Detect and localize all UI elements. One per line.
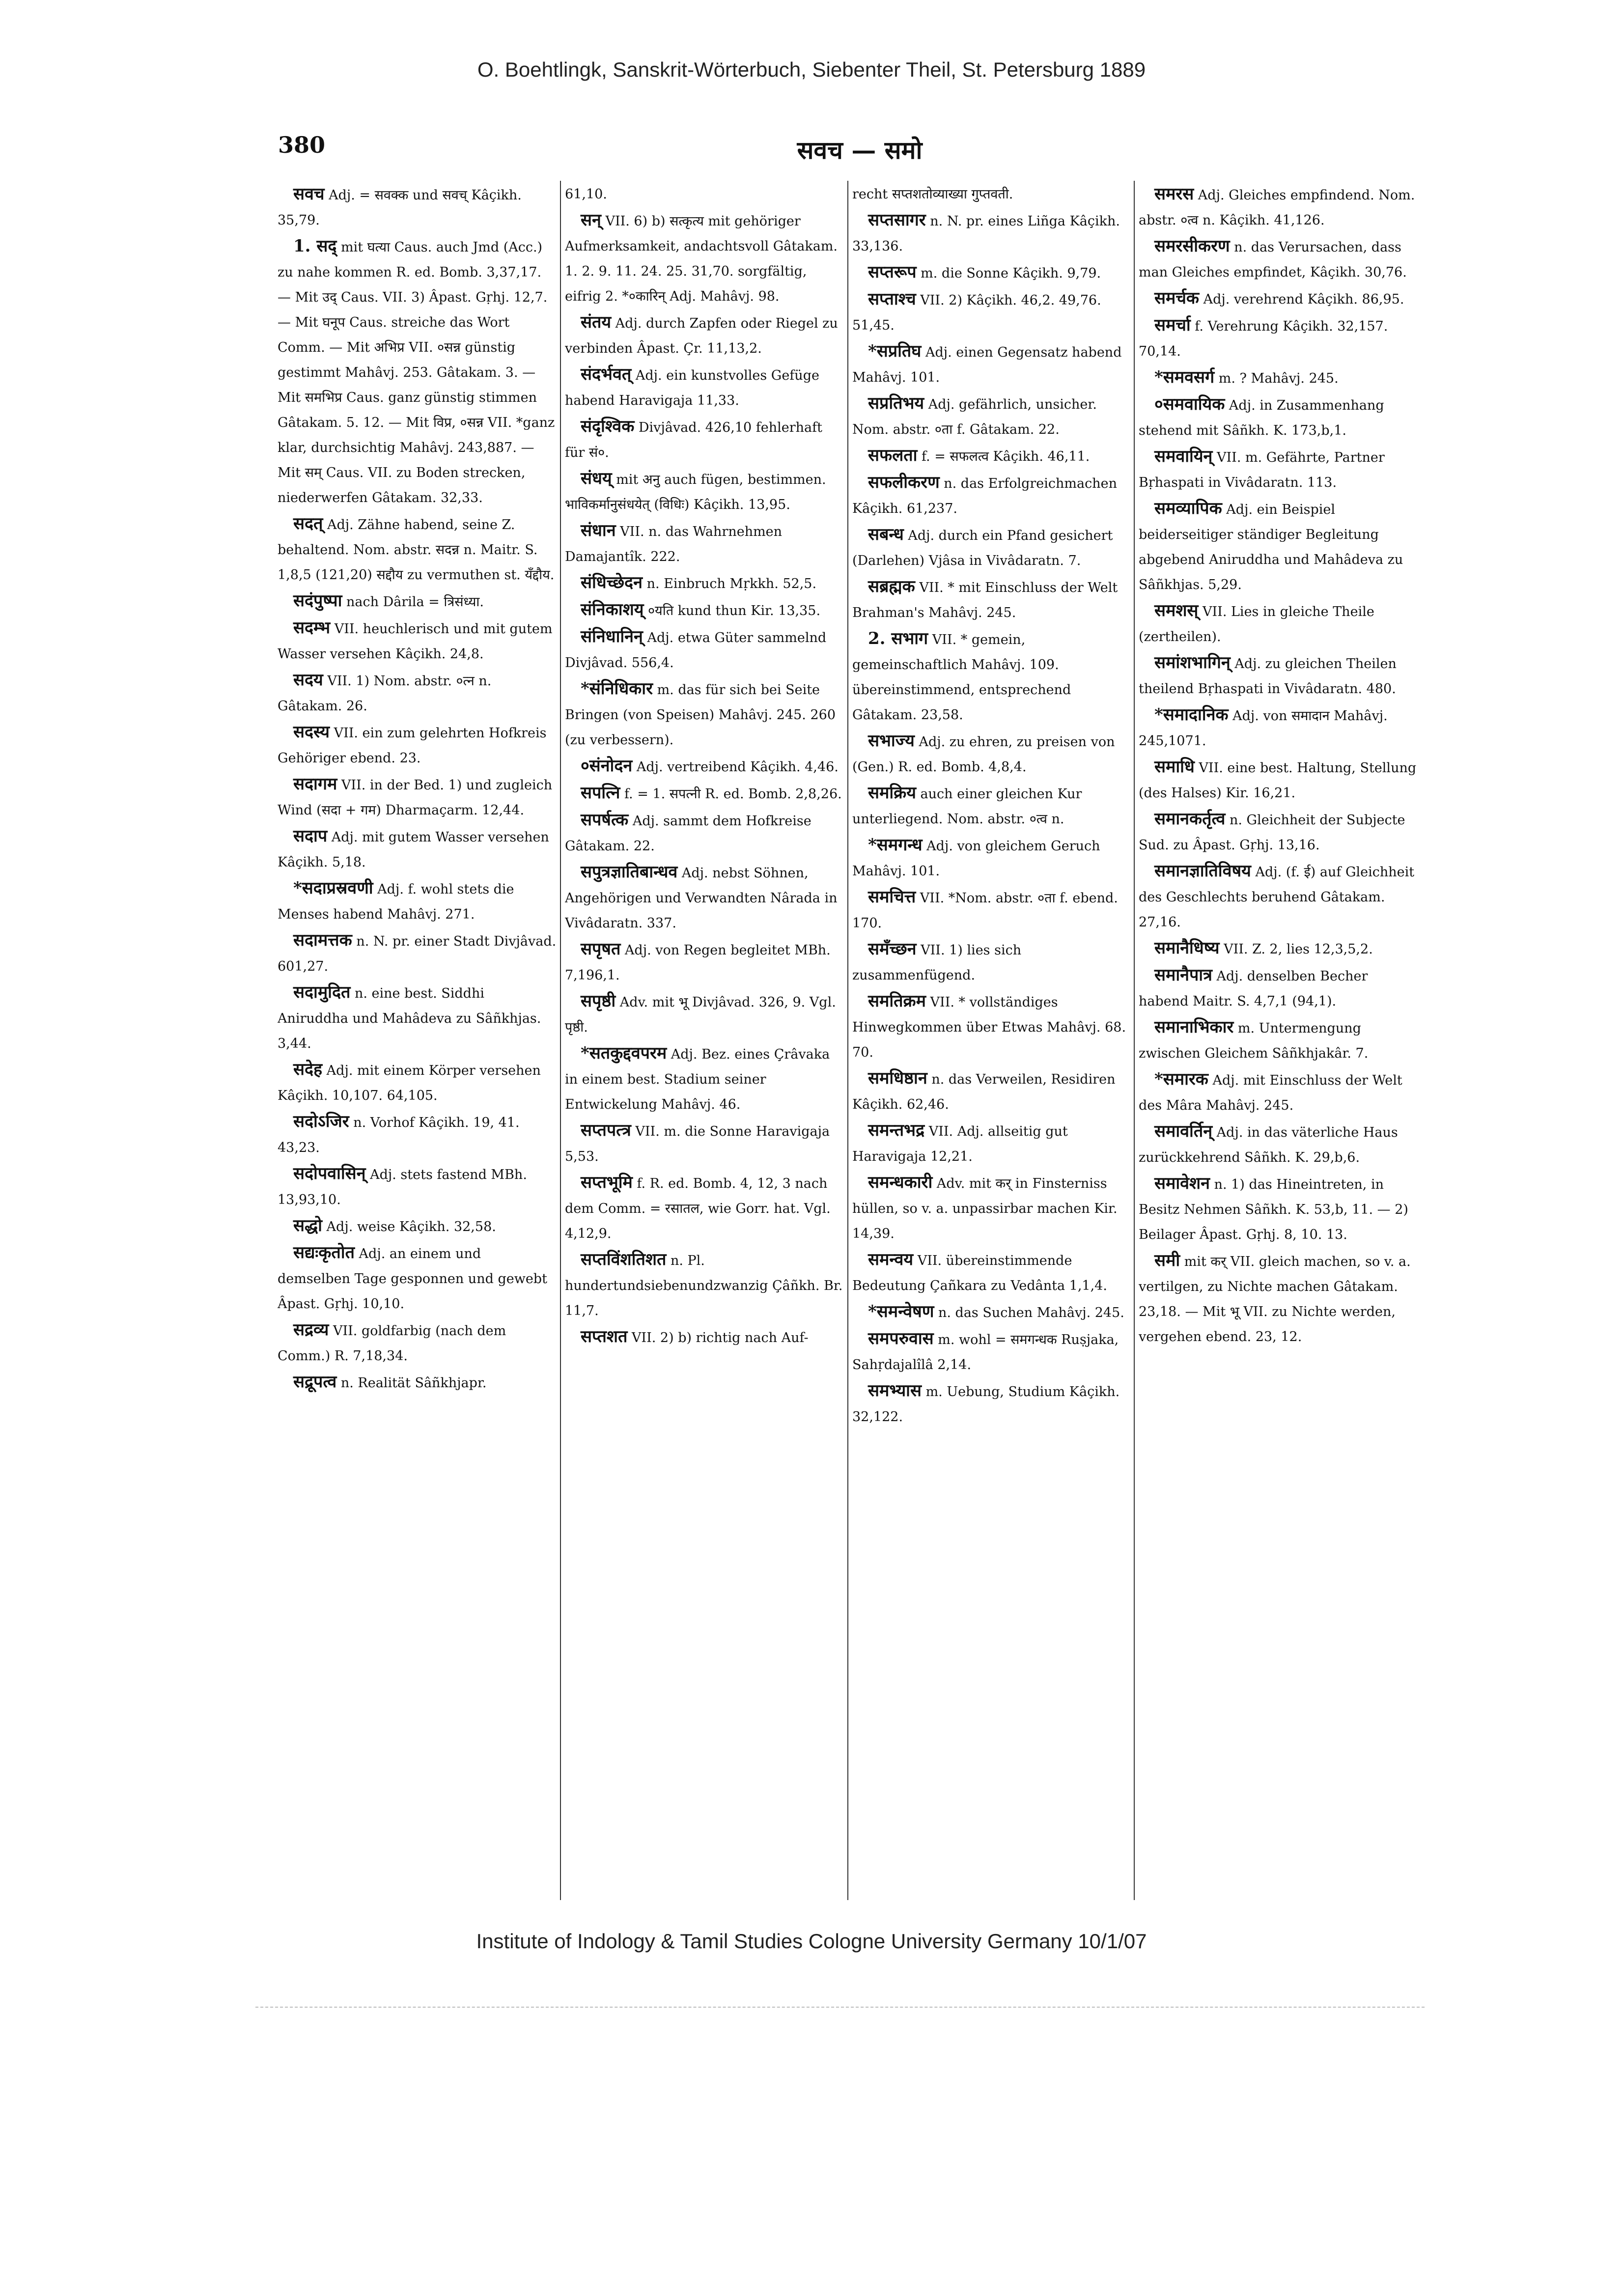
source-citation: O. Boehtlingk, Sanskrit-Wörterbuch, Siebenter Theil, St. Petersburg 1889 bbox=[477, 58, 1146, 81]
entry-text: VII. übereinstimmende Bedeutung Çañkara zu Vedânta 1,1,4. bbox=[852, 1253, 1107, 1293]
entry-lemma: समन्धकारी bbox=[868, 1173, 933, 1192]
entry-lemma: सदम्भ bbox=[293, 618, 331, 638]
entry-lemma: सप्तविंशतिशत bbox=[581, 1250, 667, 1269]
entry-lemma: *संनिधिकार bbox=[581, 679, 653, 699]
entry-text: recht सप्तशतोव्याख्या गुप्तवती. bbox=[852, 187, 1013, 202]
dictionary-entry bbox=[278, 182, 558, 233]
dictionary-entry bbox=[278, 1213, 558, 1239]
entry-lemma: समर्चा bbox=[1154, 315, 1191, 335]
dictionary-entry bbox=[565, 1324, 845, 1350]
dictionary-entry bbox=[1139, 444, 1419, 495]
entry-text: Adj. durch Zapfen oder Riegel zu verbinden Âpast. Çr. 11,13,2. bbox=[565, 316, 838, 356]
entry-text: Adj. zu gleichen Theilen theilend Bṛhaspati in Vivâdaratn. 480. bbox=[1139, 656, 1397, 697]
column-rule bbox=[1134, 181, 1135, 1900]
entry-lemma: समानकर्तृत्व bbox=[1154, 809, 1226, 829]
dictionary-entry bbox=[1139, 702, 1419, 754]
dictionary-entry bbox=[852, 833, 1132, 884]
entry-text: VII. in der Bed. 1) und zugleich Wind (सदा + गम) Dharmaçarm. 12,44. bbox=[278, 778, 553, 818]
entry-lemma: सप्तरूप bbox=[868, 262, 917, 282]
entry-text: Adj. von gleichem Geruch Mahâvj. 101. bbox=[852, 839, 1100, 879]
dictionary-entry bbox=[852, 1378, 1132, 1429]
entry-lemma: सब्रह्मक bbox=[868, 577, 915, 596]
entry-text: Adj. in Zusammenhang stehend mit Sâñkh. K. 173,b,1. bbox=[1139, 398, 1384, 438]
entry-text: Adj. mit gutem Wasser versehen Kâçikh. 5,18. bbox=[278, 830, 549, 870]
dictionary-entry bbox=[278, 980, 558, 1056]
entry-text: n. das Suchen Mahâvj. 245. bbox=[934, 1305, 1124, 1320]
dictionary-entry bbox=[1139, 365, 1419, 391]
entry-text: n. das Erfolgreichmachen Kâçikh. 61,237. bbox=[852, 476, 1118, 516]
dictionary-entry bbox=[852, 182, 1132, 207]
entry-text: Adj. zu ehren, zu preisen von (Gen.) R. ed. Bomb. 4,8,4. bbox=[852, 734, 1115, 775]
entry-text: m. Untermengung zwischen Gleichem Sâñkhjakâr. 7. bbox=[1139, 1021, 1369, 1061]
dictionary-entry bbox=[278, 511, 558, 588]
dictionary-entry bbox=[1139, 755, 1419, 806]
entry-lemma: सद्रव्य bbox=[293, 1320, 329, 1340]
entry-text: n. Vorhof Kâçikh. 19, 41. 43,23. bbox=[278, 1115, 520, 1155]
entry-lemma: सदंपुष्पा bbox=[293, 591, 342, 611]
dictionary-entry bbox=[278, 234, 558, 510]
entry-text: n. Gleichheit der Subjecte Sud. zu Âpast. Gṛhj. 13,16. bbox=[1139, 812, 1405, 853]
entry-text: Adj. verehrend Kâçikh. 86,95. bbox=[1199, 292, 1404, 307]
dictionary-entry bbox=[1139, 936, 1419, 962]
dictionary-entry bbox=[278, 824, 558, 875]
entry-text: n. Pl. hundertundsiebenundzwanzig Çâñkh. Br. 11,7. bbox=[565, 1253, 843, 1318]
entry-text: Adj. einen Gegensatz habend Mahâvj. 101. bbox=[852, 345, 1122, 385]
dictionary-entry bbox=[852, 1170, 1132, 1246]
dictionary-entry bbox=[278, 588, 558, 615]
dictionary-entry bbox=[852, 391, 1132, 442]
entry-text: m. wohl = समगन्धक Ruṣjaka, Sahṛdajalîlâ 2,14. bbox=[852, 1332, 1119, 1372]
entry-text: n. 1) das Hineintreten, in Besitz Nehmen Sâñkh. K. 53,b, 11. — 2) Beilager Âpast. Gṛhj. 8, 10. 13. bbox=[1139, 1177, 1408, 1242]
entry-lemma: समानज्ञातिविषय bbox=[1154, 861, 1251, 881]
entry-text: Adj. etwa Güter sammelnd Divjâvad. 556,4. bbox=[565, 630, 827, 671]
dictionary-entry bbox=[852, 1118, 1132, 1169]
dictionary-entry bbox=[565, 808, 845, 859]
entry-text: f. = 1. सपत्नी R. ed. Bomb. 2,8,26. bbox=[620, 786, 842, 802]
entry-lemma: सदत् bbox=[293, 514, 323, 533]
entry-lemma: संदृश्विक bbox=[581, 417, 635, 436]
dictionary-entry bbox=[852, 443, 1132, 469]
entry-text: VII. Lies in gleiche Theile (zertheilen). bbox=[1139, 604, 1374, 644]
entry-lemma: सदागम bbox=[293, 774, 337, 794]
dictionary-entry bbox=[1139, 234, 1419, 285]
dictionary-entry bbox=[852, 339, 1132, 390]
dictionary-entry bbox=[565, 310, 845, 361]
entry-text: Adj. sammt dem Hofkreise Gâtakam. 22. bbox=[565, 813, 812, 854]
entry-text: 61,10. bbox=[565, 187, 607, 202]
entry-text: Adj. Bez. eines Çrâvaka in einem best. Stadium seiner Entwickelung Mahâvj. 46. bbox=[565, 1047, 830, 1112]
dictionary-entry bbox=[565, 414, 845, 465]
entry-text: VII. 6) b) सत्कृत्य mit gehöriger Aufmerksamkeit, andachtsvoll Gâtakam. 1. 2. 9. 11. 24. 25. 31,70. sorgfältig, eifrig 2. *०कारिन् Adj. Mahâvj. 98. bbox=[565, 214, 838, 304]
dictionary-entry bbox=[852, 937, 1132, 988]
entry-lemma: सदामुदित bbox=[293, 982, 351, 1002]
entry-lemma: *समगन्ध bbox=[868, 835, 923, 855]
column-rule bbox=[560, 181, 561, 1900]
entry-lemma: सप्तशत bbox=[581, 1327, 628, 1346]
dictionary-entry bbox=[565, 518, 845, 569]
entry-lemma: सदय bbox=[293, 670, 323, 690]
entry-lemma: *सतकुद्दवपरम bbox=[581, 1043, 667, 1063]
entry-lemma: सपुत्रज्ञातिबान्धव bbox=[581, 862, 678, 882]
entry-lemma: समानाभिकार bbox=[1154, 1017, 1234, 1037]
entry-text: Adv. mit कर् in Finsterniss hüllen, so v. a. unpassirbar machen Kir. 14,39. bbox=[852, 1176, 1118, 1241]
entry-lemma: *समारक bbox=[1154, 1069, 1208, 1089]
entry-lemma: संतय bbox=[581, 312, 612, 332]
dictionary-entry bbox=[1139, 598, 1419, 649]
entry-lemma: सदस्य bbox=[293, 722, 330, 742]
entry-lemma: सदोपवासिन् bbox=[293, 1164, 366, 1183]
entry-lemma: समवायिन् bbox=[1154, 447, 1213, 466]
entry-lemma: समी bbox=[1154, 1251, 1180, 1270]
entry-lemma: समधिष्ठान bbox=[868, 1068, 927, 1088]
entry-text: n. das Verweilen, Residiren Kâçikh. 62,46. bbox=[852, 1072, 1116, 1112]
entry-text: VII. m. Gefährte, Partner Bṛhaspati in Vivâdaratn. 113. bbox=[1139, 450, 1385, 490]
dictionary-entry bbox=[278, 928, 558, 979]
dictionary-entry bbox=[1139, 313, 1419, 364]
entry-lemma: सभाज्य bbox=[868, 731, 915, 751]
entry-lemma: संनिधानिन् bbox=[581, 627, 643, 646]
entry-text: n. Realität Sâñkhjapr. bbox=[336, 1375, 487, 1391]
dictionary-entry bbox=[852, 1299, 1132, 1325]
entry-lemma: समक्रिय bbox=[868, 783, 916, 803]
page-number: 380 bbox=[278, 132, 326, 158]
entry-lemma: समावर्तिन् bbox=[1154, 1121, 1213, 1141]
entry-lemma: *समादानिक bbox=[1154, 705, 1229, 725]
entry-lemma: सपृषत bbox=[581, 939, 621, 959]
entry-lemma: सपर्षत्क bbox=[581, 810, 629, 830]
entry-text: Adj. nebst Söhnen, Angehörigen und Verwandten Nârada in Vivâdaratn. 337. bbox=[565, 866, 838, 931]
entry-text: Adj. mit einem Körper versehen Kâçikh. 10,107. 64,105. bbox=[278, 1063, 541, 1103]
dictionary-entry bbox=[278, 1057, 558, 1108]
entry-text: Adv. mit भू Divjâvad. 326, 9. Vgl. पृष्ठी. bbox=[565, 995, 836, 1035]
entry-text: VII. heuchlerisch und mit gutem Wasser versehen Kâçikh. 24,8. bbox=[278, 621, 553, 662]
dictionary-entry bbox=[565, 182, 845, 207]
dictionary-entry bbox=[278, 1240, 558, 1316]
entry-text: Adj. ein Beispiel beiderseitiger ständiger Begleitung abgebend Aniruddha und Mahâdeva zu Sâñkhjas. 5,29. bbox=[1139, 502, 1403, 592]
entry-lemma: समन्वय bbox=[868, 1250, 914, 1269]
dictionary-entry bbox=[565, 1170, 845, 1246]
dictionary-entry bbox=[852, 574, 1132, 625]
entry-lemma: सप्तसागर bbox=[868, 210, 926, 230]
dictionary-entry bbox=[1139, 392, 1419, 443]
entry-text: n. Einbruch Mṛkkh. 52,5. bbox=[642, 576, 817, 591]
dictionary-entry bbox=[278, 1109, 558, 1160]
dictionary-entry bbox=[278, 720, 558, 771]
entry-lemma: सद्यःकृतोत bbox=[293, 1243, 355, 1262]
dictionary-entry bbox=[1139, 1248, 1419, 1349]
dictionary-entry bbox=[565, 570, 845, 596]
dictionary-entry bbox=[565, 1118, 845, 1169]
entry-text: m. die Sonne Kâçikh. 9,79. bbox=[916, 266, 1101, 281]
dictionary-column-4 bbox=[1139, 182, 1419, 1906]
entry-text: Adj. denselben Becher habend Maitr. S. 4,7,1 (94,1). bbox=[1139, 969, 1368, 1009]
dictionary-entry bbox=[852, 287, 1132, 338]
entry-text: VII. eine best. Haltung, Stellung (des Halses) Kir. 16,21. bbox=[1139, 760, 1417, 801]
entry-lemma: सद्रूपत्व bbox=[293, 1372, 337, 1392]
entry-lemma: सफलता bbox=[868, 446, 918, 465]
dictionary-entry bbox=[1139, 1171, 1419, 1247]
entry-text: mit कर् VII. gleich machen, so v. a. vertilgen, zu Nichte machen Gâtakam. 23,18. — Mit भू VII. zu Nichte werden, vergehen ebend. 23, 12. bbox=[1139, 1254, 1411, 1344]
column-rule bbox=[847, 181, 848, 1900]
dictionary-entry bbox=[565, 597, 845, 623]
entry-lemma: समाधि bbox=[1154, 757, 1195, 777]
entry-lemma: ०समवायिक bbox=[1154, 394, 1225, 414]
entry-lemma: सप्तपत्त्र bbox=[581, 1120, 631, 1140]
entry-text: VII. * gemein, gemeinschaftlich Mahâvj. 109. übereinstimmend, entsprechend Gâtakam. 23,58. bbox=[852, 632, 1071, 723]
entry-lemma: सवच bbox=[293, 184, 325, 204]
entry-lemma: ०संनोदन bbox=[581, 756, 633, 776]
entry-text: Adj. vertreibend Kâçikh. 4,46. bbox=[632, 759, 839, 775]
dictionary-entry bbox=[852, 1066, 1132, 1117]
entry-lemma: 2. सभाग bbox=[868, 629, 928, 648]
dictionary-column-3 bbox=[852, 182, 1132, 1906]
entry-lemma: सदाप bbox=[293, 826, 328, 846]
entry-lemma: समन्तभद्र bbox=[868, 1120, 925, 1140]
entry-text: VII. goldfarbig (nach dem Comm.) R. 7,18,34. bbox=[278, 1323, 506, 1364]
entry-text: VII. * mit Einschluss der Welt Brahman's Mahâvj. 245. bbox=[852, 580, 1118, 620]
entry-lemma: समर्चक bbox=[1154, 288, 1200, 308]
dictionary-entry bbox=[278, 668, 558, 719]
dictionary-entry bbox=[852, 522, 1132, 573]
entry-lemma: सदोऽजिर bbox=[293, 1112, 349, 1131]
dictionary-entry bbox=[1139, 1119, 1419, 1170]
dictionary-entry bbox=[565, 1247, 845, 1323]
dictionary-entry bbox=[565, 676, 845, 753]
entry-text: m. Uebung, Studium Kâçikh. 32,122. bbox=[852, 1384, 1120, 1425]
entry-text: Adj. von समादान Mahâvj. 245,1071. bbox=[1139, 708, 1388, 749]
entry-lemma: सबन्ध bbox=[868, 525, 904, 544]
entry-text: m. das für sich bei Seite Bringen (von Speisen) Mahâvj. 245. 260 (zu verbessern). bbox=[565, 682, 836, 748]
dictionary-entry bbox=[278, 876, 558, 927]
dictionary-entry bbox=[852, 626, 1132, 728]
entry-text: Adj. Gleiches empfindend. Nom. abstr. ०त्व n. Kâçikh. 41,126. bbox=[1139, 188, 1415, 228]
entry-lemma: सदेह bbox=[293, 1060, 323, 1079]
entry-lemma: समँच्छन bbox=[868, 939, 917, 959]
entry-text: Adj. = सवक्क und सवच् Kâçikh. 35,79. bbox=[278, 188, 522, 228]
entry-lemma: *सदाप्रस्रवणी bbox=[293, 878, 373, 898]
entry-text: n. eine best. Siddhi Aniruddha und Mahâdeva zu Sâñkhjas. 3,44. bbox=[278, 986, 541, 1051]
dictionary-entry bbox=[565, 362, 845, 413]
entry-text: Adj. durch ein Pfand gesichert (Darlehen) Vjâsa in Vivâdaratn. 7. bbox=[852, 528, 1113, 568]
entry-text: mit अनु auch fügen, bestimmen. भाविकर्मानुसंधयेत् (विधिः) Kâçikh. 13,95. bbox=[565, 472, 826, 512]
dictionary-entry bbox=[278, 1317, 558, 1369]
entry-lemma: सफलीकरण bbox=[868, 473, 940, 492]
entry-text: VII. *Nom. abstr. ०ता f. ebend. 170. bbox=[852, 891, 1118, 931]
entry-lemma: समरस bbox=[1154, 184, 1194, 204]
entry-lemma: समांशभागिन् bbox=[1154, 653, 1231, 672]
entry-lemma: समपरुवास bbox=[868, 1329, 934, 1348]
dictionary-entry bbox=[1139, 807, 1419, 858]
entry-lemma: *सप्रतिघ bbox=[868, 341, 922, 361]
entry-lemma: संधय् bbox=[581, 469, 612, 488]
entry-text: VII. Adj. allseitig gut Haravigaja 12,21. bbox=[852, 1124, 1068, 1164]
entry-lemma: सपृष्ठी bbox=[581, 991, 616, 1011]
dictionary-entry bbox=[565, 1041, 845, 1117]
dictionary-entry bbox=[1139, 859, 1419, 935]
entry-text: Adj. in das väterliche Haus zurückkehrend Sâñkh. K. 29,b,6. bbox=[1139, 1125, 1398, 1165]
entry-text: Adj. ein kunstvolles Gefüge habend Haravigaja 11,33. bbox=[565, 368, 819, 408]
dictionary-entry bbox=[565, 937, 845, 988]
entry-lemma: समव्यापिक bbox=[1154, 499, 1222, 518]
entry-lemma: समानैपात्र bbox=[1154, 965, 1212, 985]
entry-text: VII. m. die Sonne Haravigaja 5,53. bbox=[565, 1124, 830, 1164]
dictionary-entry bbox=[1139, 286, 1419, 312]
dictionary-entry bbox=[852, 260, 1132, 286]
dictionary-entry bbox=[1139, 1015, 1419, 1066]
entry-text: VII. ein zum gelehrten Hofkreis Gehöriger ebend. 23. bbox=[278, 726, 547, 766]
dictionary-entry bbox=[852, 781, 1132, 832]
entry-text: ०यति kund thun Kir. 13,35. bbox=[644, 603, 821, 618]
entry-lemma: सन् bbox=[581, 210, 601, 230]
entry-lemma: सप्तभूमि bbox=[581, 1173, 633, 1192]
dictionary-entry bbox=[278, 772, 558, 823]
dictionary-entry bbox=[1139, 963, 1419, 1014]
entry-text: n. N. pr. eines Liñga Kâçikh. 33,136. bbox=[852, 214, 1120, 254]
dictionary-entry bbox=[565, 860, 845, 936]
entry-text: f. = सफलत्व Kâçikh. 46,11. bbox=[917, 449, 1090, 464]
entry-lemma: सदामत्तक bbox=[293, 930, 352, 950]
entry-text: Adj. Zähne habend, seine Z. behaltend. Nom. abstr. सदन्न n. Maitr. S. 1,8,5 (121,20) सद्दौय zu vermuthen st. यँद्दौय. bbox=[278, 517, 555, 583]
entry-lemma: संनिकाशय् bbox=[581, 600, 644, 619]
dictionary-entry bbox=[1139, 182, 1419, 233]
entry-lemma: सपत्नि bbox=[581, 783, 620, 803]
entry-lemma: संधिच्छेदन bbox=[581, 573, 643, 592]
entry-lemma: समभ्यास bbox=[868, 1381, 922, 1400]
dictionary-column-2 bbox=[565, 182, 845, 1906]
dictionary-column-1 bbox=[278, 182, 558, 1906]
dictionary-entry bbox=[565, 781, 845, 807]
entry-lemma: समचित्त bbox=[868, 887, 916, 907]
entry-lemma: समावेशन bbox=[1154, 1174, 1210, 1193]
entry-lemma: *समन्वेषण bbox=[868, 1302, 934, 1321]
entry-text: VII. 2) Kâçikh. 46,2. 49,76. 51,45. bbox=[852, 293, 1101, 333]
entry-text: n. N. pr. einer Stadt Divjâvad. 601,27. bbox=[278, 934, 557, 974]
entry-text: VII. * vollständiges Hinwegkommen über Etwas Mahâvj. 68. 70. bbox=[852, 995, 1126, 1060]
entry-lemma: समरसीकरण bbox=[1154, 236, 1230, 256]
dictionary-entry bbox=[565, 208, 845, 309]
entry-text: Adj. mit Einschluss der Welt des Mâra Mahâvj. 245. bbox=[1139, 1073, 1402, 1113]
entry-text: Adj. an einem und demselben Tage gesponnen und gewebt Âpast. Gṛhj. 10,10. bbox=[278, 1246, 547, 1312]
entry-text: VII. Z. 2, lies 12,3,5,2. bbox=[1219, 942, 1373, 957]
entry-text: nach Dârila = त्रिसंध्या. bbox=[342, 594, 484, 610]
entry-lemma: संधान bbox=[581, 521, 616, 540]
dictionary-entry bbox=[565, 624, 845, 675]
dictionary-entry bbox=[565, 754, 845, 780]
entry-text: Adj. gefährlich, unsicher. Nom. abstr. ०ता f. Gâtakam. 22. bbox=[852, 397, 1097, 437]
entry-lemma: समतिक्रम bbox=[868, 991, 926, 1011]
dictionary-entry bbox=[852, 728, 1132, 780]
entry-lemma: सप्रतिभय bbox=[868, 393, 924, 413]
entry-lemma: समशस् bbox=[1154, 601, 1199, 620]
entry-text: VII. 1) lies sich zusammenfügend. bbox=[852, 943, 1022, 983]
dictionary-entry bbox=[852, 1247, 1132, 1298]
entry-text: Adj. f. wohl stets die Menses habend Mahâvj. 271. bbox=[278, 882, 514, 922]
entry-text: VII. 2) b) richtig nach Auf- bbox=[627, 1330, 809, 1345]
dictionary-entry bbox=[278, 1370, 558, 1396]
entry-text: Adj. von Regen begleitet MBh. 7,196,1. bbox=[565, 943, 831, 983]
running-head: सवच — समो bbox=[797, 136, 923, 165]
dictionary-entry bbox=[852, 885, 1132, 936]
dictionary-entry bbox=[565, 466, 845, 517]
entry-text: Adj. (f. ई) auf Gleichheit des Geschlechts beruhend Gâtakam. 27,16. bbox=[1139, 865, 1415, 930]
dictionary-entry bbox=[852, 1326, 1132, 1377]
dictionary-entry bbox=[278, 1161, 558, 1212]
entry-text: m. ? Mahâvj. 245. bbox=[1214, 371, 1339, 386]
entry-text: Divjâvad. 426,10 fehlerhaft für सं०. bbox=[565, 420, 822, 460]
dictionary-entry bbox=[278, 616, 558, 667]
dictionary-entry bbox=[1139, 496, 1419, 597]
entry-lemma: संदर्भवत् bbox=[581, 364, 632, 384]
dictionary-entry bbox=[1139, 1067, 1419, 1118]
dictionary-entry bbox=[852, 208, 1132, 259]
entry-text: f. R. ed. Bomb. 4, 12, 3 nach dem Comm. = रसातल, wie Gorr. hat. Vgl. 4,12,9. bbox=[565, 1176, 831, 1241]
dictionary-entry bbox=[852, 989, 1132, 1065]
dictionary-entry bbox=[1139, 650, 1419, 701]
entry-text: auch einer gleichen Kur unterliegend. Nom. abstr. ०त्व n. bbox=[852, 786, 1082, 827]
entry-text: mit घत्या Caus. auch Jmd (Acc.) zu nahe kommen R. ed. Bomb. 3,37,17. — Mit उद् Caus. VII. 3) Âpast. Gṛhj. 12,7. — Mit घनूप Caus. streiche das Wort Comm. — Mit अभिप्र VII. ०सन्न günstig gestimmt Mahâvj. 253. Gâtakam. 3. — Mit समभिप्र Caus. ganz günstig stimmen Gâtakam. 5. 12. — Mit विप्र, ०सन्न VII. *ganz klar, durchsichtig Mahâvj. 243,887. — Mit सम् Caus. VII. zu Boden strecken, niederwerfen Gâtakam. 32,33. bbox=[278, 240, 555, 505]
entry-lemma: सद्धो bbox=[293, 1216, 322, 1235]
entry-lemma: 1. सद् bbox=[293, 236, 337, 256]
entry-text: VII. n. das Wahrnehmen Damajantîk. 222. bbox=[565, 524, 783, 564]
entry-text: Adj. stets fastend MBh. 13,93,10. bbox=[278, 1167, 527, 1207]
dictionary-entry bbox=[565, 989, 845, 1040]
entry-lemma: *समवसर्ग bbox=[1154, 367, 1215, 387]
institute-footer: Institute of Indology & Tamil Studies Cologne University Germany 10/1/07 bbox=[476, 1930, 1147, 1953]
entry-text: f. Verehrung Kâçikh. 32,157. 70,14. bbox=[1139, 319, 1388, 359]
entry-text: VII. 1) Nom. abstr. ०त्न n. Gâtakam. 26. bbox=[278, 673, 492, 714]
entry-text: n. das Verursachen, dass man Gleiches empfindet, Kâçikh. 30,76. bbox=[1139, 240, 1407, 280]
entry-lemma: समानैधिष्य bbox=[1154, 938, 1220, 958]
dictionary-entry bbox=[852, 470, 1132, 521]
scan-edge bbox=[255, 2007, 1425, 2009]
entry-text: Adj. weise Kâçikh. 32,58. bbox=[322, 1219, 496, 1234]
entry-lemma: सप्ताश्च bbox=[868, 289, 916, 309]
